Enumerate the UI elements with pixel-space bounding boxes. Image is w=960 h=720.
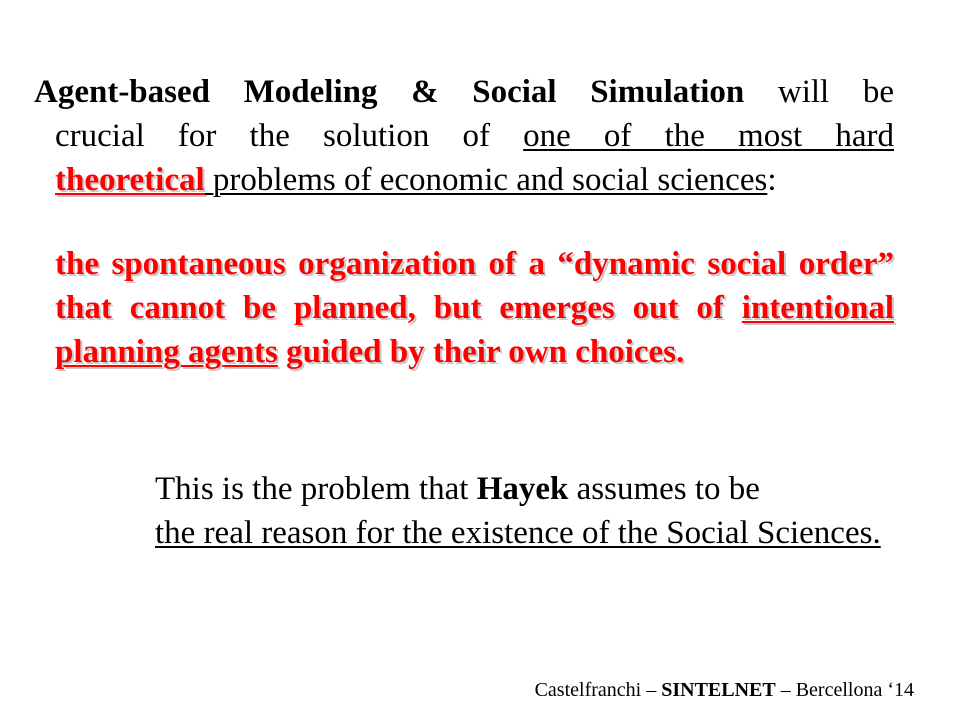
footer-project: SINTELNET bbox=[661, 679, 776, 701]
intro-line-2: crucial for the solution of one of the most hard bbox=[55, 118, 894, 154]
intro-line-3 bbox=[55, 158, 894, 202]
intro-bold-lead: Agent-based Modeling & Social Simulation bbox=[34, 74, 745, 110]
hayek-underlined: the real reason for the existence of the Social Sciences bbox=[155, 515, 873, 551]
hayek-lead: This is the problem that bbox=[155, 471, 469, 507]
hayek-end-punct: . bbox=[872, 515, 881, 551]
intro-red-word: theoretical bbox=[55, 162, 205, 198]
highlight-after-underline: guided by their own choices. bbox=[286, 334, 685, 370]
intro-line-1: Agent-based Modeling & Social Simulation will be bbox=[34, 74, 894, 110]
highlight-underlined: intentional planning agents bbox=[55, 290, 894, 370]
hayek-after-name: assumes to be bbox=[576, 471, 760, 507]
footer-author: Castelfranchi – bbox=[534, 679, 657, 701]
hayek-line-1 bbox=[155, 467, 894, 511]
intro-paragraph bbox=[34, 70, 894, 202]
highlight-paragraph bbox=[55, 242, 894, 374]
intro-end-punct: : bbox=[767, 162, 777, 198]
intro-underlined-phrase: one of the most hard bbox=[523, 118, 894, 154]
footer-place: – Bercellona ‘14 bbox=[780, 679, 914, 701]
intro-underlined-tail: problems of economic and social sciences bbox=[212, 162, 768, 198]
slide-footer bbox=[535, 677, 914, 703]
hayek-name: Hayek bbox=[476, 471, 569, 507]
highlight-before-underline: the spontaneous organization of a “dynamic social order” that cannot be planned, but emerges out of bbox=[55, 246, 894, 326]
hayek-paragraph bbox=[155, 467, 894, 555]
intro-body bbox=[34, 114, 894, 202]
